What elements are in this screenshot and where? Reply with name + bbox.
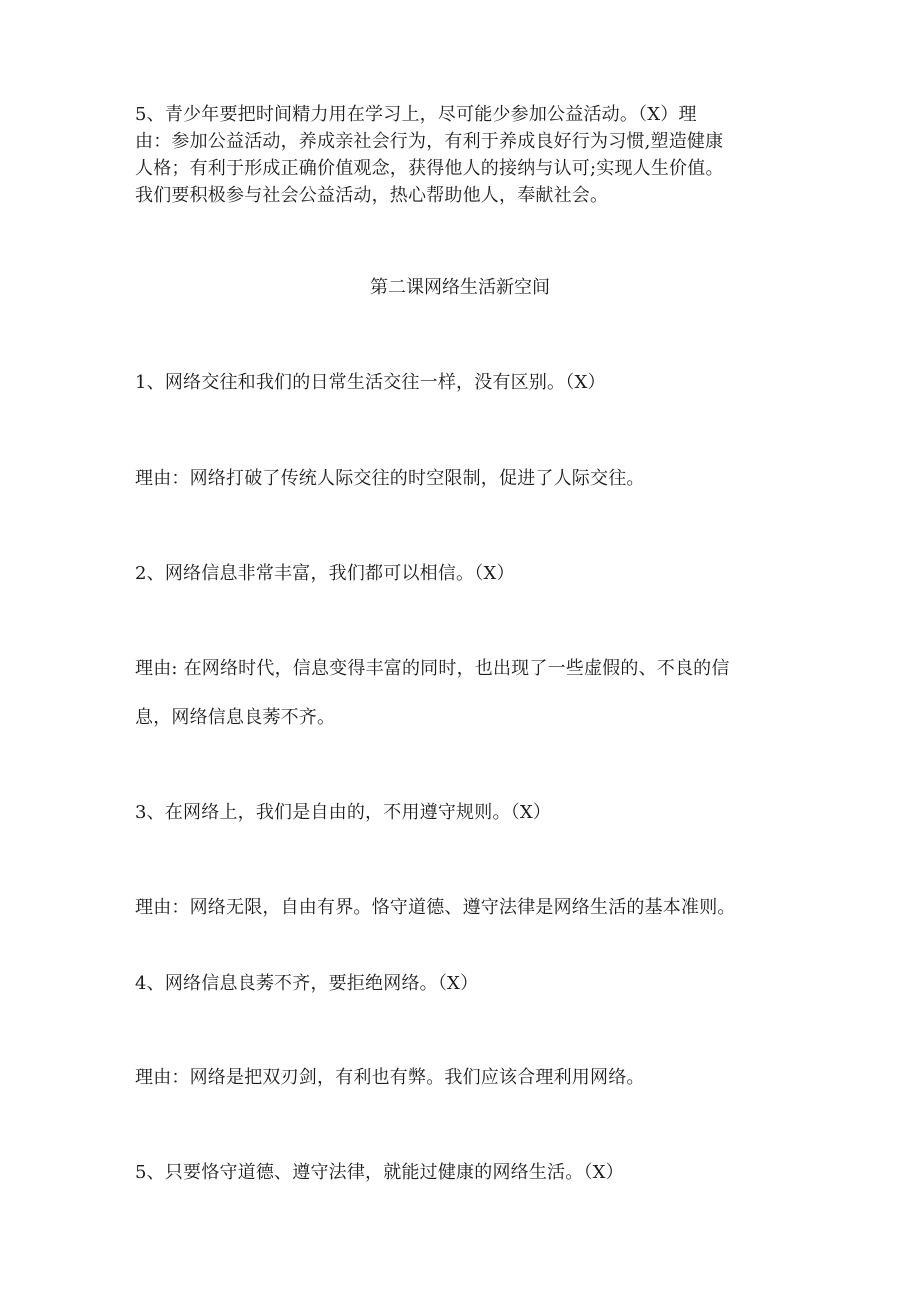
- intro-line-4: 我们要积极参与社会公益活动，热心帮助他人，奉献社会。: [135, 185, 609, 206]
- section-title: 第二课网络生活新空间: [370, 277, 550, 298]
- reason-4: 理由：网络是把双刃剑，有利也有弊。我们应该合理利用网络。: [135, 1067, 645, 1088]
- question-1: 1、网络交往和我们的日常生活交往一样，没有区别。（X）: [135, 372, 606, 393]
- reason-2-continued: 息，网络信息良莠不齐。: [135, 707, 336, 728]
- intro-line-2: 由：参加公益活动，养成亲社会行为，有利于养成良好行为习惯,塑造健康: [135, 131, 724, 152]
- question-4: 4、网络信息良莠不齐，要拒绝网络。（X）: [135, 973, 479, 994]
- intro-line-3: 人格；有利于形成正确价值观念，获得他人的接纳与认可;实现人生价值。: [135, 158, 724, 179]
- reason-1: 理由：网络打破了传统人际交往的时空限制，促进了人际交往。: [135, 468, 645, 489]
- reason-3: 理由：网络无限，自由有界。恪守道德、遵守法律是网络生活的基本准则。: [135, 897, 736, 918]
- question-5: 5、只要恪守道德、遵守法律，就能过健康的网络生活。（X）: [135, 1162, 624, 1183]
- intro-line-1: 5、青少年要把时间精力用在学习上，尽可能少参加公益活动。（X）理: [135, 104, 697, 125]
- reason-2: 理由: 在网络时代，信息变得丰富的同时，也出现了一些虚假的、不良的信: [135, 658, 730, 679]
- question-3: 3、在网络上，我们是自由的，不用遵守规则。（X）: [135, 802, 552, 823]
- question-2: 2、网络信息非常丰富，我们都可以相信。（X）: [135, 563, 515, 584]
